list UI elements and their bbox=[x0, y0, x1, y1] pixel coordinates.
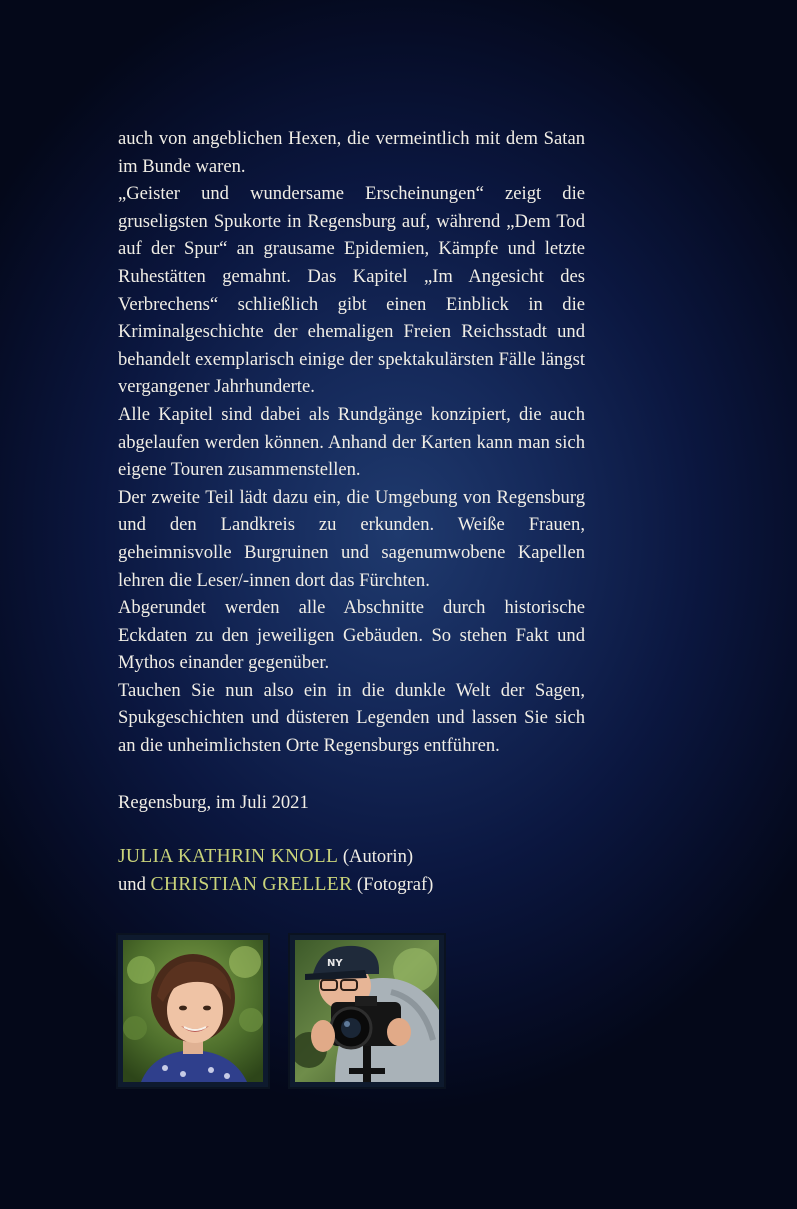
photographer-name: CHRISTIAN GRELLER bbox=[150, 874, 353, 895]
author-credit bbox=[118, 843, 433, 871]
author-portrait-image bbox=[123, 940, 263, 1082]
author-name: JULIA KATHRIN KNOLL bbox=[118, 846, 339, 867]
credit-connector: und bbox=[118, 874, 146, 895]
credits bbox=[118, 843, 433, 899]
paragraph-6: Tauchen Sie nun also ein in die dunkle Welt der Sagen, Spukgeschichten und düsteren Legenden und lassen Sie sich an die unheimlichsten Orte Regensburgs entführen. bbox=[118, 679, 585, 757]
paragraph-4: Der zweite Teil lädt dazu ein, die Umgebung von Regensburg und den Landkreis zu erkunden. Weiße Frauen, geheimnisvolle Burgruinen und sagenumwobene Kapellen lehren die Leser/-innen dort das Fürchten. bbox=[118, 486, 585, 591]
svg-text:NY: NY bbox=[327, 958, 343, 969]
body-text bbox=[118, 125, 585, 760]
paragraph-1: auch von angeblichen Hexen, die vermeintlich mit dem Satan im Bunde waren. bbox=[118, 128, 585, 177]
signoff: Regensburg, im Juli 2021 bbox=[118, 792, 309, 813]
paragraph-3: Alle Kapitel sind dabei als Rundgänge konzipiert, die auch abgelaufen werden können. Anhand der Karten kann man sich eigene Touren zusammenstellen. bbox=[118, 403, 585, 481]
author-portrait bbox=[118, 935, 268, 1087]
photographer-portrait bbox=[290, 935, 444, 1087]
paragraph-5: Abgerundet werden alle Abschnitte durch historische Eckdaten zu den jeweiligen Gebäuden. So stehen Fakt und Mythos einander gegenüber. bbox=[118, 597, 585, 674]
paragraph-2: „Geister und wundersame Erscheinungen“ zeigt die gruseligsten Spukorte in Regensburg auf, während „Dem Tod auf der Spur“ an grausame Epidemien, Kämpfe und letzte Ruhestätten gemahnt. Das Kapitel „Im Angesicht des Verbrechens“ schließlich gibt einen Einblick in die Kriminalgeschichte der ehemaligen Freien Reichsstadt und behandelt exemplarisch einige der spektakulärsten Fälle längst vergangener Jahrhunderte. bbox=[118, 183, 585, 398]
photographer-role: (Fotograf) bbox=[356, 874, 434, 895]
photographer-credit bbox=[118, 871, 433, 899]
author-role: (Autorin) bbox=[342, 846, 414, 867]
photographer-portrait-image bbox=[295, 940, 439, 1082]
